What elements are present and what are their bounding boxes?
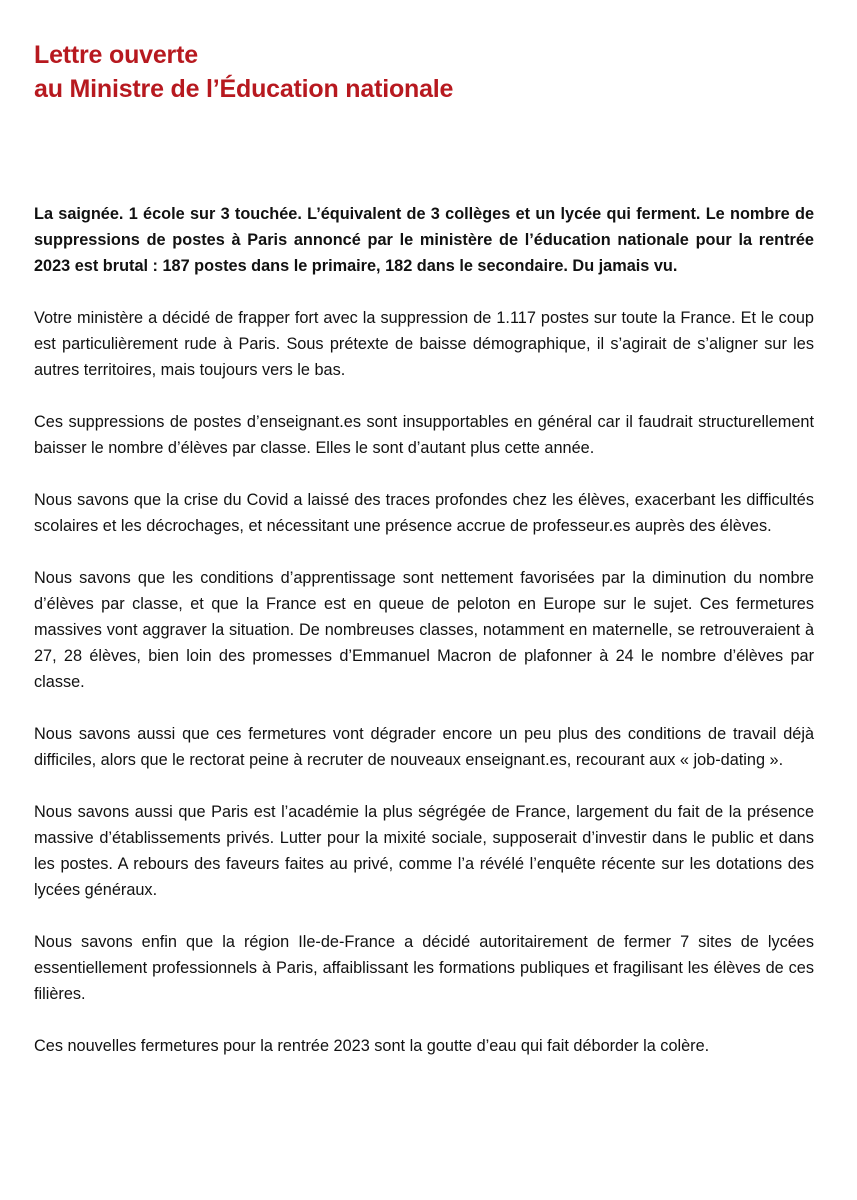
paragraph-conditions-travail: Nous savons aussi que ces fermetures vont dégrader encore un peu plus des conditions de travail déjà difficiles, alors que le rectorat peine à recruter de nouveaux enseignant.es, recourant aux « job-dating ». [34,725,814,769]
letter-title [34,38,814,106]
paragraph-postes-france: Votre ministère a décidé de frapper fort avec la suppression de 1.117 postes sur toute la France. Et le coup est particulièrement rude à Paris. Sous prétexte de baisse démographique, il s’agirait de s’aligner sur les autres territoires, mais toujours vers le bas. [34,309,814,379]
lead-paragraph: La saignée. 1 école sur 3 touchée. L’équivalent de 3 collèges et un lycée qui ferment. Le nombre de suppressions de postes à Paris annoncé par le ministère de l’éducation nationale pour la rentrée 2023 est brutal : 187 postes dans le primaire, 182 dans le secondaire. Du jamais vu. [34,205,814,275]
paragraph-mixite-sociale: Nous savons aussi que Paris est l’académie la plus ségrégée de France, largement du fait de la présence massive d’établissements privés. Lutter pour la mixité sociale, supposerait d’investir dans le public et dans les postes. A rebours des faveurs faites au privé, comme l’a révélé l’enquête récente sur les dotations des lycées généraux. [34,803,814,899]
paragraph-suppressions-insupportables: Ces suppressions de postes d’enseignant.es sont insupportables en général car il faudrait structurellement baisser le nombre d’élèves par classe. Elles le sont d’autant plus cette année. [34,413,814,457]
paragraph-conclusion: Ces nouvelles fermetures pour la rentrée 2023 sont la goutte d’eau qui fait déborder la colère. [34,1037,710,1055]
paragraph-crise-covid: Nous savons que la crise du Covid a laissé des traces profondes chez les élèves, exacerbant les difficultés scolaires et les décrochages, et nécessitant une présence accrue de professeur.es auprès des élèves. [34,491,814,535]
letter-page [34,38,814,1059]
paragraph-conditions-apprentissage: Nous savons que les conditions d’apprentissage sont nettement favorisées par la diminution du nombre d’élèves par classe, et que la France est en queue de peloton en Europe sur le sujet. Ces fermetures massives vont aggraver la situation. De nombreuses classes, notamment en maternelle, se retrouveraient à 27, 28 élèves, bien loin des promesses d’Emmanuel Macron de plafonner à 24 le nombre d’élèves par classe. [34,569,814,691]
title-line-2: au Ministre de l’Éducation nationale [34,75,454,103]
title-line-1: Lettre ouverte [34,41,198,69]
paragraph-lycees-professionnels: Nous savons enfin que la région Ile-de-France a décidé autoritairement de fermer 7 sites de lycées essentiellement professionnels à Paris, affaiblissant les formations publiques et fragilisant les élèves de ces filières. [34,933,814,1003]
